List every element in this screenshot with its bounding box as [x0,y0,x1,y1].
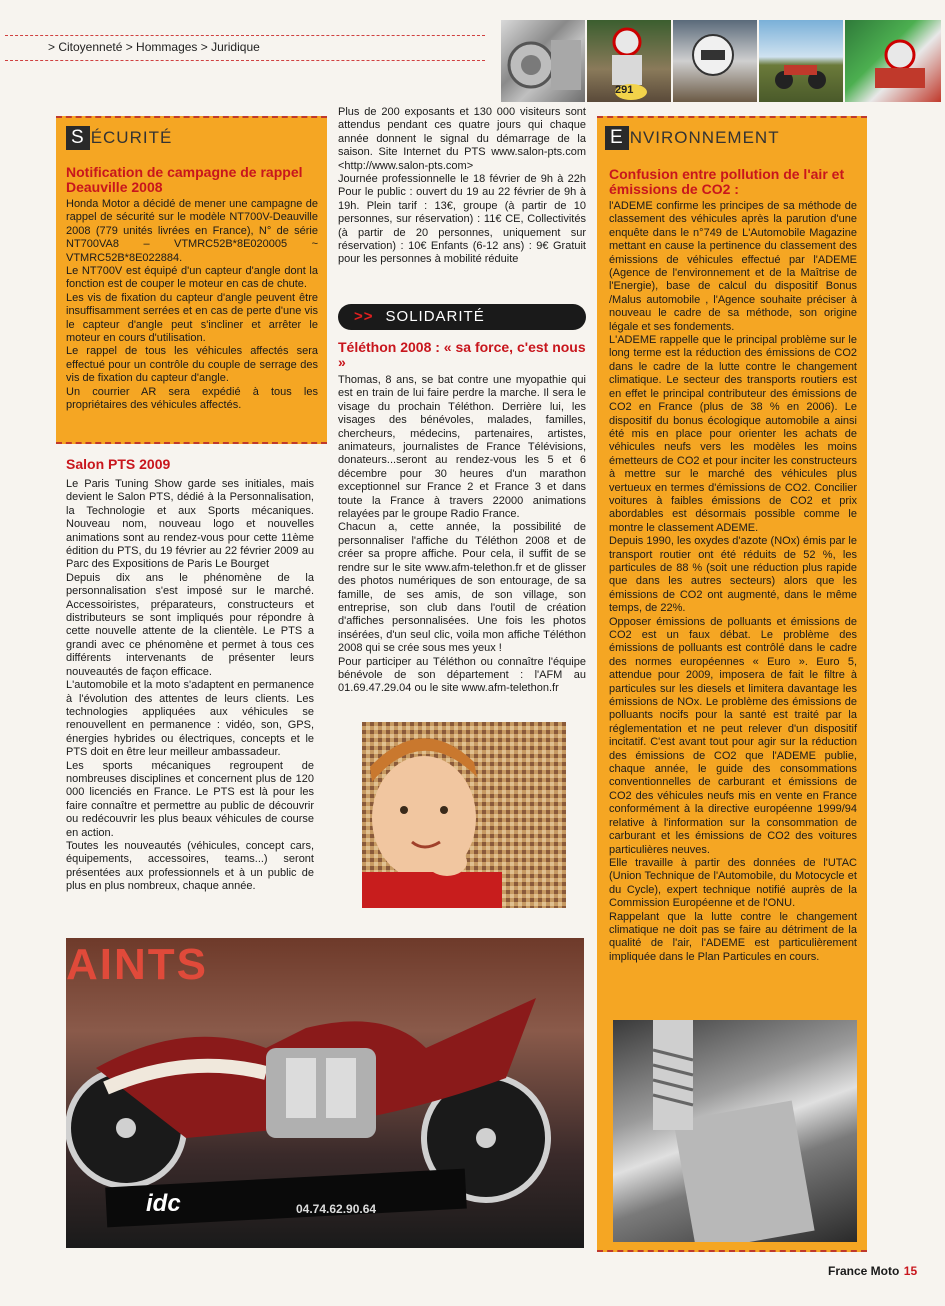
middle-paragraph: Journée professionnelle le 18 février de 9h à 22h Pour le public : ouvert du 19 au 22 février de 9h à 19h. Plein tarif : 13€, groupe (à partir de 10 personnes, sur réservation) : 11€ CE, Collectivités (à partir de 20 personnes, uniquement sur réservation) : 10€ Enfants (6-12 ans) : 9€ Gratuit pour les personnes à mobilité réduite [338,173,586,266]
page-number: 15 [903,1264,918,1278]
photo-custom-motorcycle [66,938,584,1248]
environnement-body [609,200,857,964]
middle-paragraph: Plus de 200 exposants et 130 000 visiteurs sont attendus pendant ces quatre jours qui chaque année donnent le signal du démarrage de la saison. Site Internet du PTS www.salon-pts.com <http://www.salon-pts.com> [338,106,586,172]
salon-paragraph: L'automobile et la moto s'adaptent en permanence à l'évolution des attentes de leurs clients. Les technologies appliquées aux véhicules se renouvellent en permanence : vidéo, son, GPS, énergies hybrides ou électriques, concepts et le PTS doit en être leur meilleur ambassadeur. [66,679,314,759]
securite-title: Notification de campagne de rappel Deauville 2008 [66,164,303,195]
solidarite-paragraph: Pour participer au Téléthon ou connaître l'équipe bénévole de son département : l'AFM au 01.69.47.29.04 ou le site www.afm-telethon.fr [338,655,586,695]
footer [828,1262,917,1280]
double-chevron-icon: >> [354,308,374,325]
environnement-paragraph: Rappelant que la lutte contre le changement climatique ne doit pas se faire au détriment de la qualité de l'air, l'ADEME est particulièrement impliquée dans le Plan Particules en cours. [609,910,857,963]
salon-paragraph: Toutes les nouveautés (véhicules, concept cars, équipements, accessoires, teams...) seront présentées aux professionnels et à un public de plus en plus nombreux, chaque année. [66,839,314,893]
salon-body [66,478,314,894]
photo-racing-rider [845,20,941,102]
banner-text: AINTS [66,940,208,989]
securite-header [66,126,172,150]
securite-paragraph: Honda Motor a décidé de mener une campagne de rappel de sécurité sur le modèle NT700V-Deauville 2008 (779 unités livrées en France), N° de série NT700VA8 – VTMRC52B*8E020005 ~ VTMRC52B*8E022884. [66,198,318,264]
environnement-paragraph: Elle travaille à partir des données de l'UTAC (Union Technique de l'Automobile, du Motocycle et du Cycle), expert technique notifié auprès de la Commission Européenne et de l'ONU. [609,856,857,910]
solidarite-paragraph: Chacun a, cette année, la possibilité de personnaliser l'affiche du Téléthon 2008 et de créer sa propre affiche. Pour cela, il suffit de se rendre sur le site www.afm-telethon.fr et de glisser des photos numériques de son entourage, de sa famille, de ses amis, de son village, son entreprise, son club dans l'outil de création d'affiches personnalisées. Une fois les photos insérées, d'un seul clic, voila mon affiche Téléthon 2008 qui se crée sous mes yeux ! [338,521,586,655]
photo-motocross-rider [587,20,671,102]
telethon-boy-illustration [362,722,566,908]
environnement-paragraph: L'ADEME rappelle que le principal problème sur le long terme est la réduction des émissions de CO2 dans le cadre de la lutte contre le changement climatique. Le secteur des transports routiers est en effet le principal contributeur des émissions de CO2 en France (plus de 38 % en 2006). Le dispositif du bonus écologique automobile a ainsi été mis en place pour orienter les achats de véhicules neufs vers les modèles les moins émetteurs de CO2 et pour inciter les constructeurs à mettre sur le marché des véhicules plus vertueux en termes d'émissions de CO2. Concilier voitures à faibles émissions de CO2 et prix abordables est désormais possible comme le montre le classement ADEME. [609,334,857,534]
environnement-header-rest: NVIRONNEMENT [629,128,780,147]
solidarite-label: SOLIDARITÉ [385,308,485,325]
footer-brand: France Moto [828,1264,900,1278]
securite-header-initial: S [66,126,90,150]
environnement-box [597,116,867,1252]
salon-paragraph: Depuis dix ans le phénomène de la personnalisation s'est imposé sur le marché. Accessoiristes, préparateurs, constructeurs et distributeurs se sont impliqués pour répondre à cette nouvelle attente de la clientèle. Le PTS a grandi avec ce phénomène et permet à tous ces différents intervenants de présenter leurs nouveautés de façon efficace. [66,571,314,678]
solidarite-paragraph: Thomas, 8 ans, se bat contre une myopathie qui est en train de lui faire perdre la marche. Il sera le visage du prochain Téléthon. Derrière lui, les visages des bénévoles, malades, familles, chercheurs, médecins, partenaires, artistes, animateurs, journalistes de France Télévisions, donateurs...seront au rendez-vous les 5 et 6 décembre pour 30 heures d'un marathon exceptionnel sur France 2 et France 3 et dans toute la France à travers 22000 animations relayées par le groupe Radio France. [338,374,586,521]
racing-rider-illustration [845,20,941,102]
photo-engine-chrome [501,20,585,102]
top-divider-lower [5,60,485,61]
photo-exhaust [613,1020,857,1242]
stand-phone: 04.74.62.90.64 [296,1202,377,1216]
top-divider [5,35,485,36]
solidarite-body [338,374,586,696]
environnement-header [605,126,780,150]
photo-motocross-helmet [673,20,757,102]
environnement-paragraph: Depuis 1990, les oxydes d'azote (NOx) émis par le transport routier ont été réduits de 52 %, les particules de 88 % (soit une réduction plus rapide que dans les autres secteurs) alors que les émissions de CO2 ont augmenté, dans le même temps, de 22%. [609,535,857,615]
environnement-title: Confusion entre pollution de l'air et émissions de CO2 : [609,166,845,197]
securite-paragraph: Le NT700V est équipé d'un capteur d'angle dont la fonction est de couper le moteur en cas de chute. [66,265,318,291]
securite-box [56,116,327,444]
securite-paragraph: Les vis de fixation du capteur d'angle peuvent être insuffisamment serrées et en cas de perte d'une vis le capteur d'angle peut s'incliner et arrêter le moteur en cours d'utilisation. [66,291,318,345]
jump-illustration [759,20,843,102]
exhaust-illustration [613,1020,857,1242]
salon-paragraph: Les sports mécaniques regroupent de nombreuses disciplines et concernent plus de 120 000 licenciés en France. Le PTS est là pour les faire connaître et permettre au public de découvrir ou redécouvrir les plus beaux véhicules de course en action. [66,759,314,839]
solidarite-header-text [354,308,485,325]
environnement-paragraph: Opposer émissions de polluants et émissions de CO2 est un faux débat. Le problème des émissions de polluants est contrôlé dans le cadre des normes européennes « Euro ». Euro 5, attendue pour 2009, imposera de fait le filtre à particules sur les diesels et limitera davantage les émissions de NOx. Le problème des émissions de polluants nocifs pour la santé est traité par la réglementation et ne peut relever d'un dispositif incitatif. C'est avant tout pour agir sur la réduction des émissions de CO2 que l'ADEME publie, chaque année, le guide des consommations conventionnelles de carburant et émissions de CO2 des véhicules neufs mis en vente en France conformément à la directive européenne 1999/94 relative à l'information sur la consommation de carburant et les émissions de CO2 des voitures particulières neuves. [609,615,857,856]
securite-paragraph: Un courrier AR sera expédié à tous les propriétaires des véhicules affectés. [66,385,318,412]
solidarite-header [338,304,586,330]
environnement-header-initial: E [605,126,629,150]
helmet-illustration [673,20,757,102]
photo-telethon-boy [362,722,566,908]
stand-sign: idc [146,1190,181,1217]
securite-header-rest: ÉCURITÉ [90,128,173,147]
middle-top-body [338,106,586,267]
solidarite-title: Téléthon 2008 : « sa force, c'est nous » [338,339,586,370]
breadcrumb: > Citoyenneté > Hommages > Juridique [48,40,260,54]
engine-chrome-illustration [501,20,585,102]
race-number: 291 [615,84,634,96]
environnement-paragraph: l'ADEME confirme les principes de sa méthode de classement des véhicules après la parution d'une enquête dans le n°749 de L'Automobile Magazine mettant en cause la pertinence du classement des émissions de véhicules effectué par l'ADEME (Agence de l'environnement et de la Maîtrise de l'Energie), base de calcul du dispositif Bonus /Malus automobile , l'Agence souhaite préciser à nouveau le cadre de sa méthode, son origine légale et ses fondements. [609,200,857,333]
photo-motocross-jump [759,20,843,102]
salon-paragraph: Le Paris Tuning Show garde ses initiales, mais devient le Salon PTS, dédié à la Personnalisation, la Technologie et aux Sports mécaniques. Nouveau nom, nouveau logo et nouvelles animations sont au rendez-vous pour cette 11ème édition du PTS, du 19 février au 22 février 2009 au Parc des Expositions de Paris Le Bourget [66,478,314,571]
securite-paragraph: Le rappel de tous les véhicules affectés sera effectué pour un contrôle du couple de serrage des vis de fixation du capteur d'angle. [66,345,318,385]
securite-body [66,198,318,413]
salon-title: Salon PTS 2009 [66,456,171,472]
